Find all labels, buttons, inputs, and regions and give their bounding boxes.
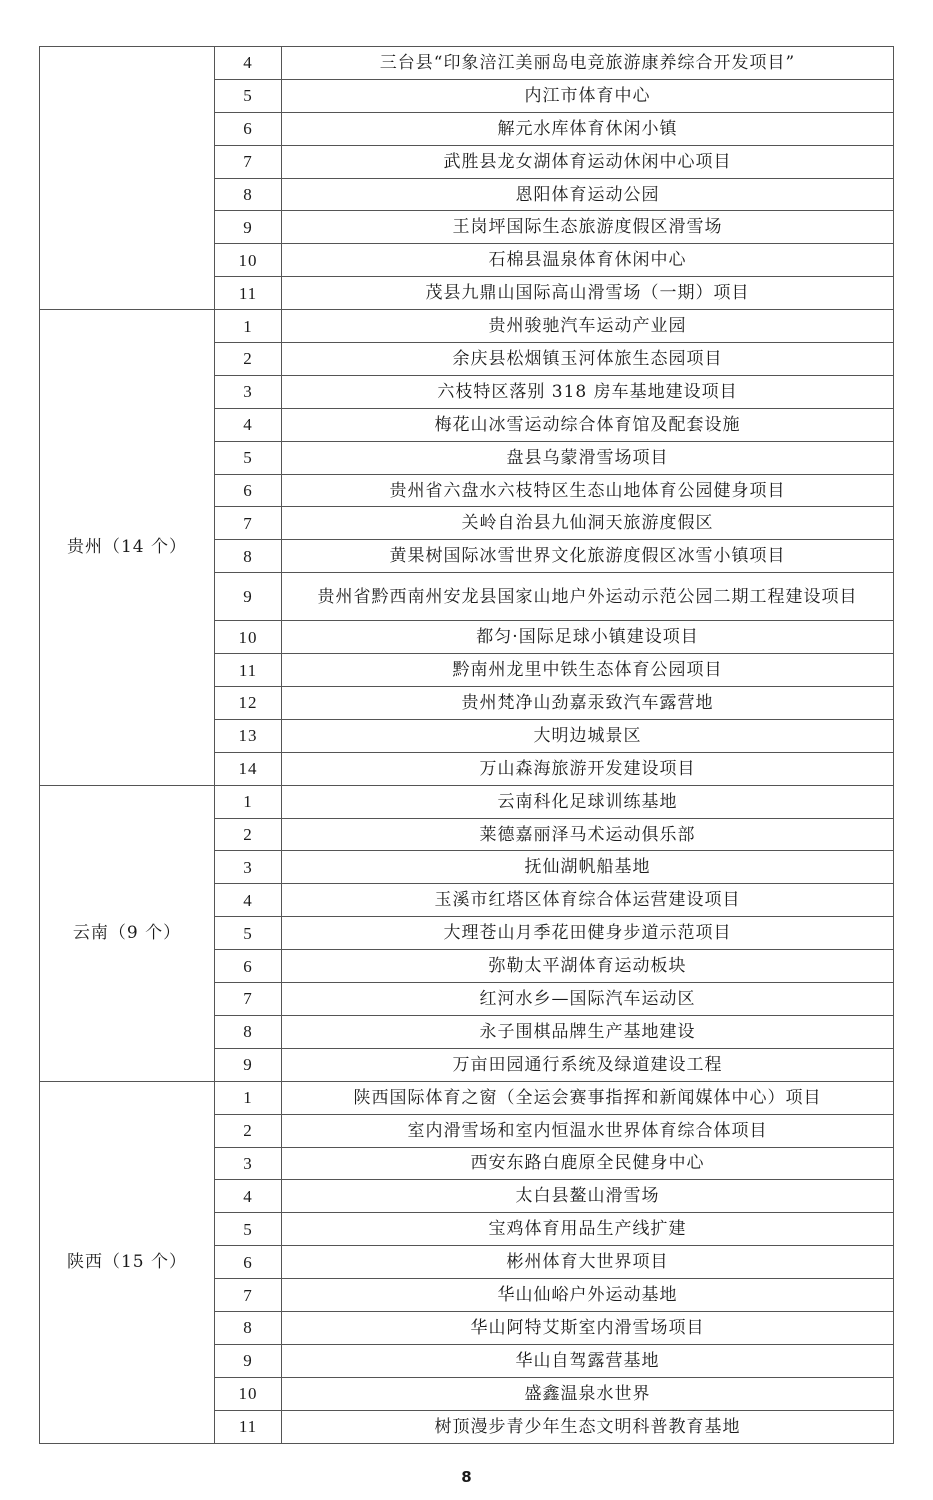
project-name: 王岗坪国际生态旅游度假区滑雪场 — [452, 217, 723, 238]
row-number-cell: 6 — [215, 950, 282, 983]
project-name: 余庆县松烟镇玉河体旅生态园项目 — [452, 348, 723, 369]
project-name: 武胜县龙女湖体育运动休闲中心项目 — [443, 151, 732, 172]
row-number-cell: 9 — [215, 1048, 282, 1081]
project-name-cell — [282, 47, 894, 80]
project-name: 华山阿特艾斯室内滑雪场项目 — [470, 1317, 705, 1338]
project-name: 黄果树国际冰雪世界文化旅游度假区冰雪小镇项目 — [389, 546, 786, 567]
table-row — [40, 310, 894, 343]
project-name-cell — [282, 654, 894, 687]
row-number-cell: 1 — [215, 1081, 282, 1114]
project-name: 石棉县温泉体育休闲中心 — [488, 250, 687, 271]
project-name: 贵州省黔西南州安龙县国家山地户外运动示范公园二期工程建设项目 — [317, 586, 858, 607]
project-name: 关岭自治县九仙洞天旅游度假区 — [461, 513, 714, 534]
project-name: 贵州骏驰汽车运动产业园 — [488, 316, 687, 337]
row-number-cell: 7 — [215, 145, 282, 178]
row-number-cell: 8 — [215, 1311, 282, 1344]
project-name: 万亩田园通行系统及绿道建设工程 — [452, 1054, 723, 1075]
project-name-cell — [282, 621, 894, 654]
project-name: 西安东路白鹿原全民健身中心 — [470, 1153, 705, 1174]
row-number-cell: 9 — [215, 211, 282, 244]
row-number-cell: 3 — [215, 851, 282, 884]
region-cell: 云南（9 个） — [40, 785, 215, 1081]
row-number-cell: 12 — [215, 687, 282, 720]
project-name: 都匀·国际足球小镇建设项目 — [476, 627, 699, 648]
row-number-cell: 6 — [215, 1246, 282, 1279]
project-name: 贵州省六盘水六枝特区生态山地体育公园健身项目 — [389, 480, 786, 501]
project-name-cell — [282, 687, 894, 720]
project-name: 华山仙峪户外运动基地 — [497, 1285, 678, 1305]
row-number-cell: 8 — [215, 540, 282, 573]
row-number-cell: 10 — [215, 244, 282, 277]
project-name: 弥勒太平湖体育运动板块 — [488, 956, 687, 977]
project-name: 解元水库体育休闲小镇 — [497, 118, 678, 139]
project-name-cell — [282, 1213, 894, 1246]
project-name-cell — [282, 752, 894, 785]
row-number-cell: 3 — [215, 375, 282, 408]
project-name-cell — [282, 474, 894, 507]
project-name-cell — [282, 851, 894, 884]
project-name: 陕西国际体育之窗（全运会赛事指挥和新闻媒体中心）项目 — [353, 1087, 822, 1108]
project-name-cell — [282, 719, 894, 752]
project-name-cell — [282, 950, 894, 983]
row-number-cell: 9 — [215, 1344, 282, 1377]
row-number-cell: 4 — [215, 884, 282, 917]
project-name: 贵州梵净山劲嘉汞致汽车露营地 — [461, 692, 714, 713]
project-name: 盘县乌蒙滑雪场项目 — [506, 447, 669, 468]
project-name-cell — [282, 1180, 894, 1213]
project-name-cell — [282, 277, 894, 310]
row-number-cell: 3 — [215, 1147, 282, 1180]
project-name-cell — [282, 983, 894, 1016]
project-name: 太白县鳌山滑雪场 — [515, 1186, 660, 1207]
project-name-cell — [282, 211, 894, 244]
project-name: 云南科化足球训练基地 — [497, 791, 678, 812]
row-number-cell: 4 — [215, 1180, 282, 1213]
project-table-body — [40, 47, 894, 1444]
row-number-cell: 14 — [215, 752, 282, 785]
project-name-cell — [282, 818, 894, 851]
project-name-cell — [282, 79, 894, 112]
project-name: 六枝特区落别 318 房车基地建设项目 — [437, 381, 738, 402]
project-name-cell — [282, 1311, 894, 1344]
row-number-cell: 11 — [215, 654, 282, 687]
project-name-cell — [282, 917, 894, 950]
project-name-cell — [282, 1048, 894, 1081]
table-row — [40, 47, 894, 80]
project-name-cell — [282, 884, 894, 917]
project-name: 内江市体育中心 — [524, 85, 651, 106]
row-number-cell: 4 — [215, 408, 282, 441]
row-number-cell: 7 — [215, 1279, 282, 1312]
row-number-cell: 11 — [215, 1410, 282, 1443]
project-name: 黔南州龙里中铁生态体育公园项目 — [452, 660, 723, 681]
row-number-cell: 7 — [215, 983, 282, 1016]
project-name: 莱德嘉丽泽马术运动俱乐部 — [479, 824, 696, 845]
project-name: 树顶漫步青少年生态文明科普教育基地 — [434, 1416, 741, 1437]
region-cell: 陕西（15 个） — [40, 1081, 215, 1443]
project-name-cell — [282, 1246, 894, 1279]
project-table — [39, 46, 894, 1444]
page-number: 8 — [461, 1468, 472, 1486]
project-name-cell — [282, 441, 894, 474]
region-cell — [40, 47, 215, 310]
row-number-cell: 5 — [215, 917, 282, 950]
project-name: 宝鸡体育用品生产线扩建 — [488, 1219, 687, 1240]
project-name-cell — [282, 343, 894, 376]
row-number-cell: 6 — [215, 112, 282, 145]
project-name: 红河水乡—国际汽车运动区 — [479, 988, 696, 1009]
project-name: 大理苍山月季花田健身步道示范项目 — [443, 923, 732, 944]
project-name: 三台县“印象涪江美丽岛电竞旅游康养综合开发项目” — [379, 52, 796, 73]
project-name-cell — [282, 112, 894, 145]
project-name-cell — [282, 1279, 894, 1312]
table-row — [40, 1081, 894, 1114]
row-number-cell: 1 — [215, 785, 282, 818]
project-name-cell — [282, 1114, 894, 1147]
project-name: 梅花山冰雪运动综合体育馆及配套设施 — [434, 414, 741, 435]
row-number-cell: 10 — [215, 621, 282, 654]
project-name: 恩阳体育运动公园 — [515, 184, 660, 205]
region-cell: 贵州（14 个） — [40, 310, 215, 786]
row-number-cell: 2 — [215, 1114, 282, 1147]
row-number-cell: 9 — [215, 573, 282, 621]
row-number-cell: 6 — [215, 474, 282, 507]
row-number-cell: 1 — [215, 310, 282, 343]
project-name: 抚仙湖帆船基地 — [524, 857, 651, 878]
row-number-cell: 5 — [215, 79, 282, 112]
project-name-cell — [282, 310, 894, 343]
project-name-cell — [282, 1147, 894, 1180]
project-name-cell — [282, 1410, 894, 1443]
project-name-cell — [282, 375, 894, 408]
project-name: 永子围棋品牌生产基地建设 — [479, 1021, 696, 1042]
project-name: 彬州体育大世界项目 — [506, 1252, 669, 1273]
row-number-cell: 11 — [215, 277, 282, 310]
row-number-cell: 8 — [215, 1015, 282, 1048]
project-name-cell — [282, 178, 894, 211]
project-name-cell — [282, 408, 894, 441]
row-number-cell: 7 — [215, 507, 282, 540]
project-name: 盛鑫温泉水世界 — [524, 1383, 651, 1404]
project-name: 室内滑雪场和室内恒温水世界体育综合体项目 — [407, 1120, 768, 1141]
row-number-cell: 13 — [215, 719, 282, 752]
project-name-cell — [282, 1377, 894, 1410]
project-name-cell — [282, 1081, 894, 1114]
project-name-cell — [282, 244, 894, 277]
project-name: 茂县九鼎山国际高山滑雪场（一期）项目 — [425, 283, 750, 304]
row-number-cell: 10 — [215, 1377, 282, 1410]
project-name: 大明边城景区 — [533, 725, 642, 746]
project-name-cell — [282, 573, 894, 621]
row-number-cell: 2 — [215, 818, 282, 851]
project-name-cell — [282, 785, 894, 818]
project-name-cell — [282, 145, 894, 178]
project-name-cell — [282, 507, 894, 540]
table-row — [40, 785, 894, 818]
row-number-cell: 8 — [215, 178, 282, 211]
project-name: 华山自驾露营基地 — [515, 1350, 660, 1371]
row-number-cell: 5 — [215, 1213, 282, 1246]
row-number-cell: 4 — [215, 47, 282, 80]
row-number-cell: 2 — [215, 343, 282, 376]
project-name-cell — [282, 540, 894, 573]
row-number-cell: 5 — [215, 441, 282, 474]
project-name: 万山森海旅游开发建设项目 — [479, 758, 696, 779]
project-name: 玉溪市红塔区体育综合体运营建设项目 — [434, 890, 741, 911]
project-name-cell — [282, 1015, 894, 1048]
project-name-cell — [282, 1344, 894, 1377]
